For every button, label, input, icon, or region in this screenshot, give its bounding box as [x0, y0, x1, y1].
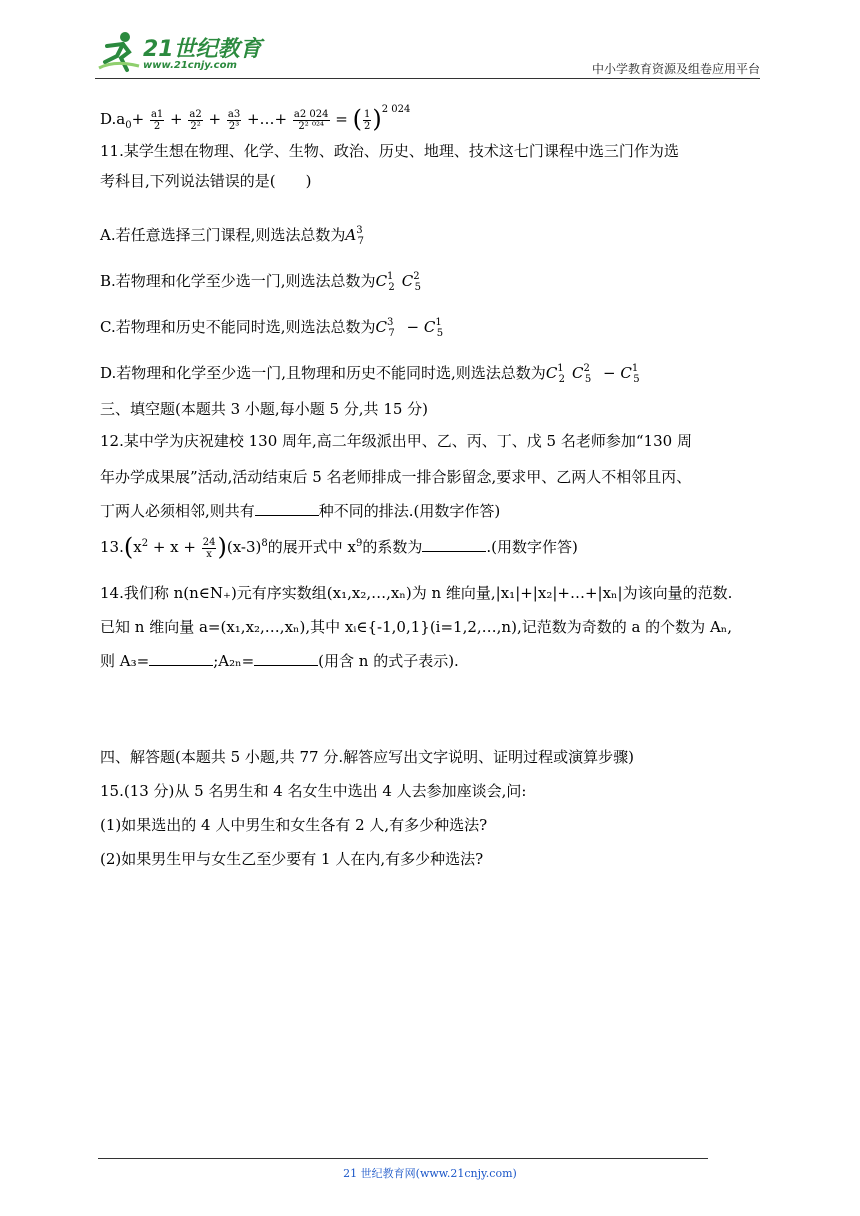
q12-answer-blank	[255, 500, 319, 516]
q15-stem: 15.(13 分)从 5 名男生和 4 名女生中选出 4 人去参加座谈会,问:	[100, 782, 527, 800]
platform-name: 中小学教育资源及组卷应用平台	[591, 62, 760, 76]
q12-line3: 丁两人必须相邻,则共有 种不同的排法.(用数字作答)	[100, 502, 501, 520]
q14-line1: 14.我们称 n(n∈N₊)元有序实数组(x₁,x₂,…,xₙ)为 n 维向量,|x₁|+|x₂|+…+|xₙ|为该向量的范数.	[100, 584, 733, 602]
q14-answer-blank-a2n	[254, 650, 318, 666]
q13-answer-blank	[422, 536, 486, 552]
section-3-title: 三、填空题(本题共 3 小题,每小题 5 分,共 15 分)	[100, 400, 429, 418]
q11-option-a: A.若任意选择三门课程,则选法总数为$A^3_7$	[100, 225, 364, 247]
site-logo	[95, 30, 265, 76]
q11-stem-line2: 考科目,下列说法错误的是( )	[100, 172, 312, 190]
page-footer: 21 世纪教育网(www.21cnjy.com)	[343, 1167, 517, 1180]
q14-answer-blank-a3	[149, 650, 213, 666]
header-divider	[95, 78, 760, 79]
logo-url: www.21cnjy.com	[143, 60, 237, 71]
q14-line2: 已知 n 维向量 a=(x₁,x₂,…,xₙ),其中 xᵢ∈{-1,0,1}(i=1,2,…,n),记范数为奇数的 a 的个数为 Aₙ,	[100, 618, 733, 636]
section-4-title: 四、解答题(本题共 5 小题,共 77 分.解答应写出文字说明、证明过程或演算步骤)	[100, 748, 634, 766]
runner-logo-icon	[95, 30, 143, 74]
logo-text: 21世纪教育	[143, 37, 262, 62]
q12-line1: 12.某中学为庆祝建校 130 周年,高二年级派出甲、乙、丙、丁、戊 5 名老师参加“130 周	[100, 432, 692, 450]
footer-divider	[98, 1158, 708, 1159]
page-header	[95, 30, 760, 80]
q15-part2: (2)如果男生甲与女生乙至少要有 1 人在内,有多少种选法?	[100, 850, 484, 868]
q11-option-d: D.若物理和化学至少选一门,且物理和历史不能同时选,则选法总数为$C^1_2$ $C^2_5 - C^1_5$	[100, 363, 640, 385]
q10-option-d: $D.a_0+$ $\frac{a1}{2}$ + $\frac{a2}{\text{2²}}$ + $\frac{a3}{\text{2³}}$ +…+ $\frac{a2 024}{\text{2² ⁰²⁴}}$ = ( $\frac{1}{2}$ )$^{2 024}$	[100, 104, 411, 133]
q15-part1: (1)如果选出的 4 人中男生和女生各有 2 人,有多少种选法?	[100, 816, 488, 834]
q11-option-c: C.若物理和历史不能同时选,则选法总数为$C^3_7 - C^1_5$	[100, 317, 444, 339]
q11-stem-line1: 11.某学生想在物理、化学、生物、政治、历史、地理、技术这七门课程中选三门作为选	[100, 142, 679, 160]
q11-option-b: B.若物理和化学至少选一门,则选法总数为$C^1_2$ $C^2_5$	[100, 271, 422, 293]
q12-line2: 年办学成果展”活动,活动结束后 5 名老师排成一排合影留念,要求甲、乙两人不相邻且丙、	[100, 468, 692, 486]
q14-line3: 则 A₃= ;A₂ₙ= (用含 n 的式子表示).	[100, 652, 459, 670]
q13: $13.(x^2 + x$ + $\frac{24}{x}$ )$(x-3)^8$的展开式中 $x^9$的系数为 .(用数字作答)	[100, 533, 578, 561]
